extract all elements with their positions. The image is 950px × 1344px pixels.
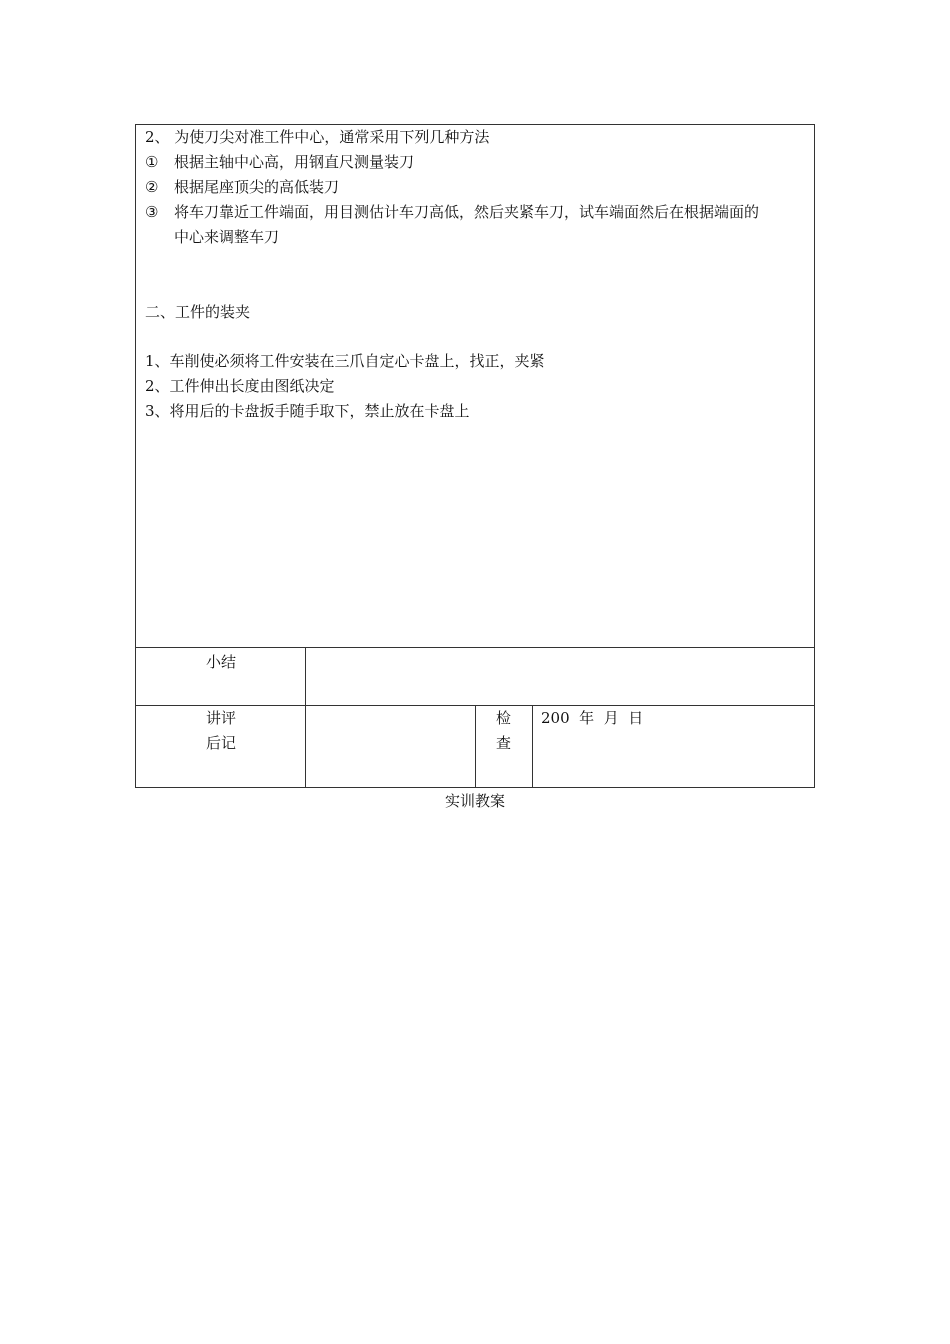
clamping-item-3: 3、将用后的卡盘扳手随手取下，禁止放在卡盘上 xyxy=(145,402,470,420)
check-label-line2: 查 xyxy=(496,734,512,752)
footer-title: 实训教案 xyxy=(444,792,505,810)
method-text: 根据尾座顶尖的高低装刀 xyxy=(174,178,340,196)
method-marker: ③ xyxy=(145,203,159,221)
method-marker: ① xyxy=(145,153,159,171)
column-divider xyxy=(475,706,476,787)
column-divider xyxy=(532,706,533,787)
section-heading: 二、工件的装夹 xyxy=(145,303,251,321)
check-date: 200 年 月 日 xyxy=(541,709,644,727)
method-item-1 xyxy=(145,152,414,172)
method-item-3-continued: 中心来调整车刀 xyxy=(174,228,280,246)
summary-row xyxy=(136,648,814,706)
check-label-line1: 检 xyxy=(496,709,512,727)
clamping-item-1: 1、车削使必须将工件安装在三爪自定心卡盘上，找正，夹紧 xyxy=(145,352,545,370)
method-item-3 xyxy=(145,202,759,222)
review-label-line1: 讲评 xyxy=(206,709,237,727)
review-row xyxy=(136,706,814,787)
summary-label: 小结 xyxy=(206,653,237,671)
method-text: 根据主轴中心高，用钢直尺测量装刀 xyxy=(174,153,415,171)
clamping-item-2: 2、工件伸出长度由图纸决定 xyxy=(145,377,335,395)
method-text: 将车刀靠近工件端面，用目测估计车刀高低，然后夹紧车刀，试车端面然后在根据端面的 xyxy=(174,203,760,221)
content-cell xyxy=(136,125,814,648)
column-divider xyxy=(305,648,306,705)
method-item-2 xyxy=(145,177,339,197)
intro-line: 2、 为使刀尖对准工件中心，通常采用下列几种方法 xyxy=(145,128,490,146)
review-label-line2: 后记 xyxy=(206,734,237,752)
lesson-plan-table xyxy=(135,124,815,788)
column-divider xyxy=(305,706,306,787)
method-marker: ② xyxy=(145,178,159,196)
